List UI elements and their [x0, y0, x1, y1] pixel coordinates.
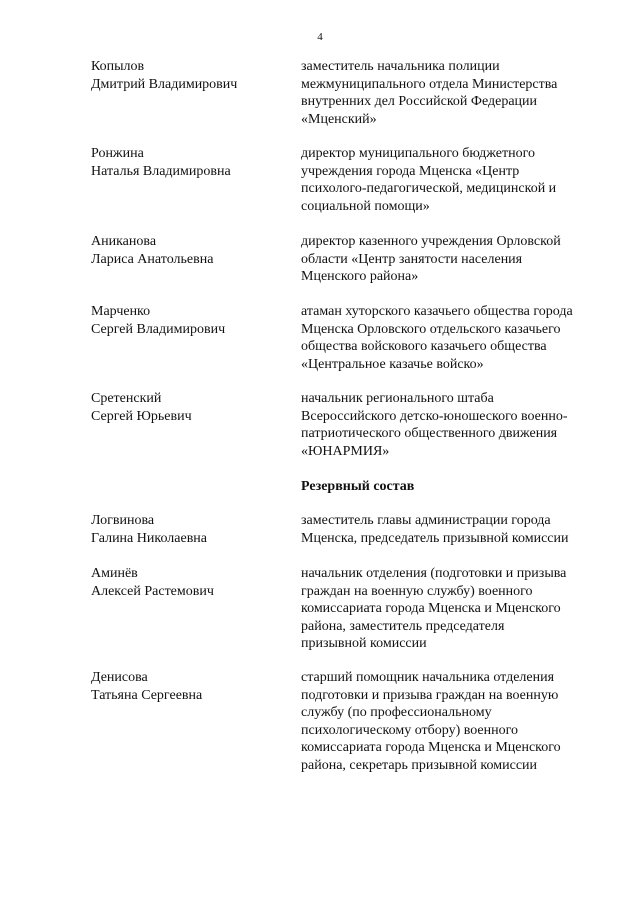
member-role: [301, 233, 601, 286]
member-role: [301, 512, 601, 547]
role-line: граждан на военную службу) военного: [301, 583, 533, 599]
member-name: [91, 512, 281, 547]
member-name: [91, 58, 281, 93]
member-given-names: Дмитрий Владимирович: [91, 76, 238, 92]
member-role: [301, 58, 601, 128]
role-line: заместитель главы администрации города: [301, 513, 551, 528]
member-name: [91, 233, 281, 268]
role-line: начальник отделения (подготовки и призыва: [301, 566, 567, 581]
member-given-names: Татьяна Сергеевна: [91, 687, 203, 703]
member-name: [91, 669, 281, 704]
member-given-names: Наталья Владимировна: [91, 163, 231, 179]
role-line: района, секретарь призывной комиссии: [301, 757, 538, 773]
role-line: «Центральное казачье войско»: [301, 356, 484, 372]
member-name: [91, 390, 281, 425]
role-line: комиссариата города Мценска и Мценского: [301, 601, 561, 616]
role-line: области «Центр занятости населения: [301, 251, 523, 267]
role-line: «ЮНАРМИЯ»: [301, 443, 390, 459]
member-role: [301, 303, 601, 373]
role-line: социальной помощи»: [301, 198, 430, 214]
member-surname: Аминёв: [91, 566, 138, 581]
role-line: Мценска, председатель призывной комиссии: [301, 530, 569, 546]
page-number: 4: [317, 31, 323, 43]
role-line: службу (по профессиональному: [301, 705, 492, 720]
member-name: [91, 303, 281, 338]
member-given-names: Лариса Анатольевна: [91, 251, 214, 267]
role-line: директор казенного учреждения Орловской: [301, 234, 561, 249]
role-line: учреждения города Мценска «Центр: [301, 163, 520, 179]
role-line: Мценского района»: [301, 269, 419, 284]
member-surname: Аниканова: [91, 234, 157, 249]
role-line: общества войскового казачьего общества: [301, 339, 547, 354]
member-surname: Логвинова: [91, 513, 155, 528]
role-line: старший помощник начальника отделения: [301, 670, 555, 685]
member-given-names: Галина Николаевна: [91, 530, 208, 546]
member-given-names: Алексей Растемович: [91, 583, 214, 599]
member-name: [91, 145, 281, 180]
role-line: заместитель начальника полиции: [301, 59, 500, 74]
member-role: [301, 669, 601, 774]
role-line: Всероссийского детско-юношеского военно-: [301, 408, 568, 424]
member-role: [301, 390, 601, 460]
member-surname: Денисова: [91, 670, 148, 685]
member-role: [301, 565, 601, 653]
role-line: подготовки и призыва граждан на военную: [301, 687, 559, 703]
role-line: межмуниципального отдела Министерства: [301, 76, 558, 92]
reserve-section-heading: Резервный состав: [301, 479, 415, 494]
member-given-names: Сергей Владимирович: [91, 321, 226, 337]
role-line: района, заместитель председателя: [301, 618, 505, 634]
role-line: «Мценский»: [301, 111, 377, 127]
role-line: призывной комиссии: [301, 636, 427, 651]
member-given-names: Сергей Юрьевич: [91, 408, 192, 424]
role-line: патриотического общественного движения: [301, 426, 558, 441]
member-name: [91, 565, 281, 600]
role-line: психологическому отбору) военного: [301, 722, 519, 738]
role-line: директор муниципального бюджетного: [301, 146, 535, 161]
role-line: психолого-педагогической, медицинской и: [301, 181, 557, 196]
role-line: внутренних дел Российской Федерации: [301, 94, 538, 109]
role-line: атаман хуторского казачьего общества города: [301, 304, 573, 319]
role-line: Мценска Орловского отдельского казачьего: [301, 321, 561, 337]
role-line: начальник регионального штаба: [301, 391, 494, 406]
member-surname: Копылов: [91, 59, 145, 74]
member-surname: Сретенский: [91, 391, 162, 406]
member-surname: Марченко: [91, 304, 151, 319]
member-role: [301, 145, 601, 215]
member-surname: Ронжина: [91, 146, 144, 161]
role-line: комиссариата города Мценска и Мценского: [301, 740, 561, 755]
